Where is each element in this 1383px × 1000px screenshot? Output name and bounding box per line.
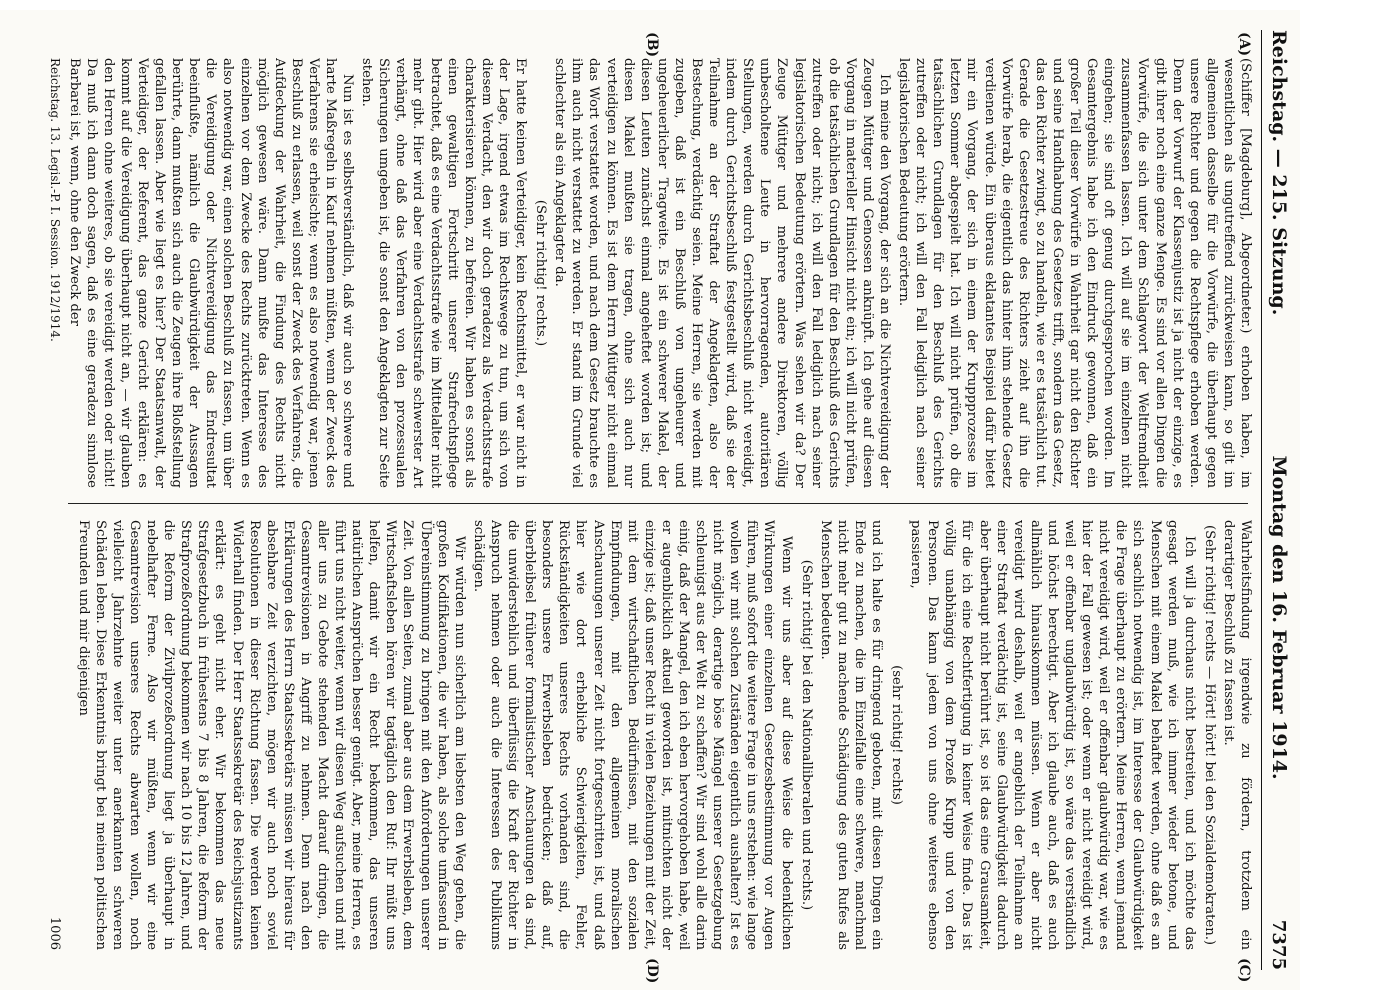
header-date: Montag den 16. Februar 1914.: [1268, 455, 1290, 780]
paragraph: Wahrheitsfindung irgendwie zu fördern, trotzdem ein derartiger Beschluß zu fassen ist.: [1220, 520, 1253, 950]
header-session: Reichstag. — 215. Sitzung.: [1268, 30, 1290, 316]
paragraph: (Schiffer [Magdeburg], Abgeordneter.) erhoben haben, im wesentlichen als ungutreffend zurückweisen kann, so gilt im allgemeinen dasselbe für die Vorwürfe, die überhaupt gegen unsere Richter und gegen die Rechtspflege erhoben werden. Denn der Vorwurf der Klassenjustiz ist ja nicht der einzige, es gibt ihrer noch eine ganze Menge. Es sind vor allen Dingen die Vorwürfe, die sich unter dem Schlagwort der Weltfremdheit zusammenfassen lassen. Ich will auf sie im einzelnen nicht eingehen; sie sind oft genug durchgesprochen worden. Im Gesamtergebnis habe ich den Eindruck gewonnen, daß ein großer Teil dieser Vorwürfe in Wahrheit gar nicht den Richter und seine Handhabung des Gesetzes trifft, sondern das Gesetz, das den Richter zwingt, so zu handeln, wie er es tatsächlich tut. Gerade die Gesetzestreue des Richters zieht auf ihn die Vorwürfe herab, die eigentlich das hinter ihm stehende Gesetz verdienen würde. Ein überaus eklatantes Beispiel dafür bietet mir ein Vorgang, der sich in einem der Kruppprozesse im letzten Sommer abgespielt hat. Ich will nicht prüfen, ob die tatsächlichen Grundlagen für den Beschluß des Gerichts zutreffen oder nicht; ich will den Fall lediglich nach seiner legislatorischen Bedeutung erörtern.: [896, 58, 1253, 488]
applause-note: (Sehr richtig! rechts — Hört! hört! bei den Sozialdemokraten.): [1201, 524, 1217, 946]
page-header: [1261, 30, 1296, 970]
margin-marker-a: (A): [1236, 32, 1252, 57]
margin-marker-c: (C): [1236, 958, 1252, 983]
applause-note: (sehr richtig! rechts): [889, 665, 905, 805]
footer-sheet-number: 1006: [47, 916, 62, 950]
paragraph: Nun ist es selbstverständlich, daß wir auch so schwere und harte Maßregeln in Kauf nehmen müßten, wenn der Zweck des Verfahrens sie erheischte; wenn es also notwendig war, jenen Beschluß zu erlassen, weil sonst der Zweck des Verfahrens, die Aufdeckung der Wahrheit, die Findung des Rechts nicht möglich gewesen wäre. Dann mußte das Interesse des einzelnen vor dem Zwecke des Rechts zurücktreten. Wenn es also notwendig war, einen solchen Beschluß zu fassen, um über die Vereidigung oder Nichtvereidigung das Endresultat beeinflußte, nämlich die Glaubwürdigkeit der Aussagen berührte, dann mußten sich auch die Zeugen ihre Bloßstellung gefallen lassen. Aber wie liegt es hier? Der Staatsanwalt, der Verteidiger, der Referent, das ganze Gericht erklären: es kommt auf die Vereidigung überhaupt nicht an, — wir glauben den Herren ohne weiteres, ob sie vereidigt werden oder nicht! Da muß ich dann doch sagen, daß es eine geradezu sinnlose Barbarei ist, wenn, ohne den Zweck der: [66, 58, 356, 488]
paragraph: Wenn wir uns aber auf diese Weise die bedenklichen Wirkungen einer einzelnen Gesetzesbestimmung vor Augen führen, muß sofort die weitere Frage in uns erstehen: wie lange wollen wir mit solchen Zuständen eigentlich aushalten? Ist es nicht möglich, derartige böse Mängel unserer Gesetzgebung schleunigst aus der Welt zu schaffen? Wir sind wohl alle darin einig, daß der Mangel, den ich eben hervorgehoben habe, weil er augenblicklich aktuell geworden ist, mitnichten nicht der einzige ist; daß unser Recht in vielen Beziehungen mit der Zeit, mit dem wirtschaftlichen Bedürfnissen, mit den sozialen Empfindungen, mit den allgemeinen moralischen Anschauungen unserer Zeit nicht fortgeschritten ist, und daß hier wie dort erhebliche Schwierigkeiten, Fehler, Rückständigkeiten unseres Rechts vorhanden sind, die besonders unsere Erwerbsleben bedrücken; daß auf, überbleibsel früherer formalistischer Anschauungen da sind, die unwiderstehlich und überflüssig die Kraft der Richter in Anspruch nehmen oder auch die Interessen des Publikums schädigen.: [470, 520, 794, 950]
column-divider: [68, 503, 1248, 504]
page-footer: [48, 58, 62, 488]
applause-note: (Sehr richtig! rechts.): [533, 199, 549, 347]
paragraph: Ich meine den Vorgang, der sich an die Nichtvereidigung der Zeugen Müttger und Genossen anknüpft. Ich gehe auf diesen Vorgang in materieller Hinsicht nicht ein; ich will nicht prüfen, ob die tatsächlichen Grundlagen für den Beschluß des Gerichts zutreffen oder nicht; ich will den Fall lediglich nach seiner legislatorischen Bedeutung erörtern. Was sehen wir da? Der Zeuge Müttger und mehrere andere Direktoren, völlig unbescholtene Leute in hervorragenden, autoritären Stellungen, werden durch Gerichtsbeschluß nicht vereidigt, indem durch Gerichtsbeschluß festgestellt wird, daß sie der Teilnahme an der Straftat der Angeklagten, also der Bestechung, verdächtig seien. Meine Herren, sie werden mit zugeben, daß ist ein Beschluß von ungeheurer und ungeheuerlicher Tragweite. Es ist ein schwerer Makel, der diesen Leuten zunächst einmal angeheftet worden ist; und diesen Makel mußten sie tragen, ohne sich auch nur verteidigen zu können. Es ist dem Herrn Müttger nicht einmal das Wort verstattet worden, und nach dem Gesetz brauchte es ihm auch nicht verstattet zu werden. Er stand im Grunde viel schlechter als ein Angeklagter da.: [552, 58, 893, 488]
margin-marker-d: (D): [644, 958, 660, 984]
left-column: [64, 58, 1254, 488]
margin-marker-b: (B): [644, 32, 660, 58]
right-column: [64, 520, 1254, 950]
footer-legislature: Reichstag. 13. Legisl.-P. I. Session. 1912/1914.: [48, 58, 62, 342]
document-page: [0, 10, 1300, 990]
page-number: 7375: [1268, 919, 1290, 970]
paragraph: Er hatte keinen Verteidiger, kein Rechtsmittel, er war nicht in der Lage, irgend etwas im Rechtswege zu tun, um sich von diesem Verdacht, den wir doch geradezu als Verdachtsstrafe charakterisieren können, zu befreien. Wir haben es sonst als einen gewaltigen Fortschritt unserer Strafrechtspflege betrachtet, daß es eine Verdachtsstrafe wie im Mittelalter nicht mehr gibt. Hier wird aber eine Verdachtsstrafe schwerster Art verhängt, ohne daß das Verfahren von den prozessualen Sicherungen umgeben ist, die sonst den Angeklagten zur Seite stehen.: [359, 58, 529, 488]
applause-note: (Sehr richtig! bei den Nationalliberalen und rechts.): [798, 559, 814, 911]
paragraph: Wir würden nun sicherlich am liebsten den Weg gehen, die großen Kodifikationen, die wir haben, als solche umfassend in Übereinstimmung zu bringen mit den Anforderungen unserer Zeit. Von allen Seiten, zumal aber aus dem Erwerbsleben, dem Wirtschaftsleben hören wir tagtäglich den Ruf: Ihr müßt uns helfen, damit wir ein Recht bekommen, das unseren natürlichen Ansprüchen besser genügt. Aber, meine Herren, es führt uns nicht weiter, wenn wir diesen Weg aufsuchen und mit aller uns zu Gebote stehenden Macht darauf dringen, die Gesamtrevisionen in Angriff zu nehmen. Denn nach den Erklärungen des Herrn Staatssekretärs müssen wir hieraus für absehbare Zeit verzichten, mögen wir auch noch soviel Resolutionen in dieser Richtung fassen. Die werden keinen Widerhall finden. Der Herr Staatssekretär des Reichsjustizamts erklärt: es geht nicht eher. Wir bekommen das neue Strafgesetzbuch in frühestens 7 bis 8 Jahren, die Reform der Strafprozeßordnung bekommen wir nach 10 bis 12 Jahren, und die Reform der Zivilprozeßordnung liegt ja überhaupt in nebelhafter Ferne. Also wir müßten, wenn wir eine Gesamtrevision unseres Rechts abwarten wollen, noch vielleicht Jahrzehnte weiter unter anerkannten schweren Schäden leben. Diese Erkenntnis bringt bei meinen politischen Freunden und mir diejenigen: [75, 520, 467, 950]
paragraph: und ich halte es für dringend geboten, mit diesen Dingen ein Ende zu machen, die im Einzelfalle eine schwere, manchmal nicht mehr gut zu machende Schädigung des guten Rufes als Menschen bedeuten.: [817, 520, 885, 950]
paragraph: Ich will ja durchaus nicht bestreiten, und ich möchte das gesagt werden muß, wie ich immer wieder betone, und Menschen mit einem Makel behaftet werden, ohne daß es an sich sachlich notwendig ist, im Interesse der Glaubwürdigkeit die Frage überhaupt zu erörtern. Meine Herren, wenn jemand nicht vereidigt wird, weil er offenbar glaubwürdig war, wie es hier der Fall gewesen ist; oder wenn er nicht vereidigt wird, weil er offenbar unglaubwürdig ist, so wäre das verständlich und höchst berechtigt. Aber ich glaube auch, daß es auch allmählich hinauskommen müssen. Wenn er aber nicht vereidigt wird deshalb, weil er angeblich der Teilnahme an einer Straftat verdächtig ist, seine Glaubwürdigkeit dadurch aber überhaupt nicht berührt ist, so ist das eine Grausamkeit, für die ich eine Rechtfertigung in keiner Weise finde. Das ist völlig unabhängig von dem Prozeß Krupp und von den Personen. Das kann jedem von uns ohne weiteres ebenso passieren,: [908, 520, 1197, 950]
